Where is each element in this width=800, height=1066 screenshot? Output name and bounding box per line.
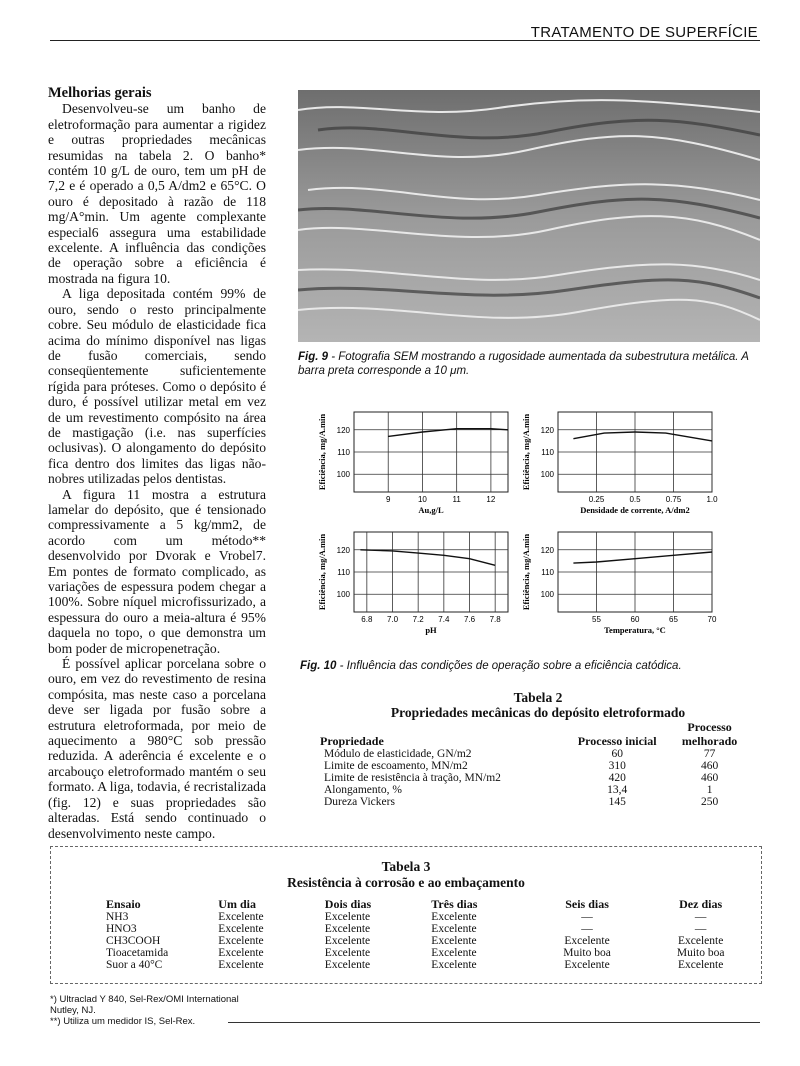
chart-temperature bbox=[520, 524, 720, 640]
table3-header: Ensaio bbox=[106, 897, 141, 911]
table3-cell: Tioacetamida bbox=[106, 947, 169, 959]
x-tick-label: 7.0 bbox=[386, 615, 399, 624]
figure9-caption-text: - Fotografia SEM mostrando a rugosidade aumentada da subestrutura metálica. A barra preta corresponde a 10 μm. bbox=[298, 351, 749, 377]
x-tick-label: 55 bbox=[592, 615, 601, 624]
x-tick-label: 9 bbox=[385, 495, 391, 504]
table3-cell: Excelente bbox=[218, 911, 264, 923]
table3-header: Seis dias bbox=[565, 897, 609, 911]
series-line bbox=[573, 552, 712, 563]
table3-row bbox=[51, 947, 761, 959]
table3-cell: Muito boa bbox=[563, 947, 611, 959]
x-tick-label: 7.4 bbox=[438, 615, 450, 624]
footnote: *) Ultraclad Y 840, Sel-Rex/OMI International bbox=[50, 994, 239, 1005]
y-axis-label: Eficiência, mg/A.min bbox=[521, 533, 531, 611]
section-heading: Melhorias gerais bbox=[48, 85, 152, 101]
table3-row bbox=[51, 911, 761, 923]
x-tick-label: 0.25 bbox=[588, 495, 605, 504]
table3-cell: Excelente bbox=[431, 911, 477, 923]
table3-cell: NH3 bbox=[106, 911, 129, 923]
header-rule bbox=[50, 40, 760, 41]
x-tick-label: 6.8 bbox=[361, 615, 373, 624]
y-tick-label: 120 bbox=[540, 425, 554, 435]
table3 bbox=[50, 846, 762, 984]
table3-cell: Excelente bbox=[431, 935, 477, 947]
table3-cell: — bbox=[581, 923, 593, 935]
paragraph: É possível aplicar porcelana sobre o ouro, em vez do revestimento de resina compósita, mas neste caso a porcelana deve ser ligada por fusão sobre a estrutura eletroformada, por meio de aquecimento a 980°C sob pressão reduzida. A aderência é excelente e o arcabouço eletroformado mantém o seu formato. A liga, todavia, é recristalizada (fig. 12) e suas propriedades são alteradas. Está sendo continuado o desenvolvimento neste campo. bbox=[48, 656, 266, 841]
chart-ph bbox=[316, 524, 516, 640]
y-tick-label: 120 bbox=[336, 545, 350, 555]
y-tick-label: 100 bbox=[336, 590, 350, 600]
table2-cell: 460 bbox=[700, 760, 719, 772]
table3-cell: CH3COOH bbox=[106, 935, 161, 947]
x-axis-label: pH bbox=[425, 625, 437, 635]
table3-cell: Excelente bbox=[431, 923, 477, 935]
table3-cell: Suor a 40°C bbox=[106, 959, 163, 971]
footnote: **) Utiliza um medidor IS, Sel-Rex. bbox=[50, 1016, 196, 1027]
table2-cell: Limite de resistência à tração, MN/m2 bbox=[324, 772, 501, 784]
y-tick-label: 110 bbox=[541, 448, 554, 457]
table3-cell: Excelente bbox=[677, 959, 724, 971]
table2-cell: 460 bbox=[700, 772, 719, 784]
table2-header: Processo inicial bbox=[577, 734, 657, 748]
table2-grid bbox=[318, 720, 758, 808]
table3-cell: Excelente bbox=[324, 911, 371, 923]
table2-row bbox=[318, 796, 758, 808]
y-tick-label: 100 bbox=[336, 470, 350, 480]
figure10-caption-text: - Influência das condições de operação sobre a eficiência catódica. bbox=[336, 660, 682, 672]
y-tick-label: 110 bbox=[541, 568, 554, 577]
figure9-label: Fig. 9 bbox=[298, 351, 329, 363]
table3-cell: Excelente bbox=[218, 959, 264, 971]
table2-row bbox=[318, 760, 758, 772]
figure10-label: Fig. 10 bbox=[300, 660, 337, 672]
table2-cell: Limite de escoamento, MN/m2 bbox=[324, 760, 468, 772]
table3-cell: Excelente bbox=[324, 935, 371, 947]
table2-cell: 420 bbox=[608, 772, 626, 784]
table2-subtitle: Propriedades mecânicas do depósito eletroformado bbox=[390, 705, 686, 720]
table3-cell: Excelente bbox=[218, 947, 264, 959]
paragraph: A figura 11 mostra a estrutura lamelar do depósito, que é tensionado compressivamente a 5 kg/mm2, de acordo com um método** desenvolvido por Dvorak e Vrobel7. Em pontes de formato complicado, as variações de espessura podem chegar a 100%. Sobre níquel microfissurizado, a espessura do ouro a meia-altura é 95% daquela no topo, o que demonstra um bom poder de micropenetração. bbox=[48, 486, 266, 656]
table3-cell: Excelente bbox=[431, 947, 477, 959]
x-tick-label: 60 bbox=[630, 615, 640, 624]
table3-row bbox=[51, 935, 761, 947]
table3-cell: — bbox=[581, 911, 593, 923]
table2-cell: 77 bbox=[703, 748, 716, 760]
y-tick-label: 110 bbox=[337, 568, 350, 577]
table3-cell: Excelente bbox=[324, 923, 371, 935]
table2-cell: 1 bbox=[706, 784, 713, 796]
figure10-caption bbox=[300, 660, 760, 672]
table3-header: Um dia bbox=[218, 897, 256, 911]
sem-photograph bbox=[298, 90, 760, 342]
sem-texture bbox=[298, 90, 760, 342]
table3-cell: HNO3 bbox=[106, 923, 137, 935]
table2 bbox=[318, 690, 758, 808]
chart-current-density bbox=[520, 404, 720, 520]
y-tick-label: 120 bbox=[336, 425, 350, 435]
x-tick-label: 1.0 bbox=[706, 495, 718, 504]
footnote-rule bbox=[228, 1022, 760, 1023]
table3-cell: — bbox=[694, 911, 707, 923]
y-tick-label: 110 bbox=[337, 448, 350, 457]
y-tick-label: 100 bbox=[540, 590, 554, 600]
x-tick-label: 10 bbox=[417, 495, 427, 504]
table2-cell: Alongamento, % bbox=[324, 784, 402, 796]
table2-cell: 60 bbox=[611, 748, 623, 760]
figure9-caption bbox=[298, 351, 758, 378]
table3-cell: Muito boa bbox=[676, 947, 725, 959]
table2-row bbox=[318, 784, 758, 796]
table3-header: Dez dias bbox=[679, 897, 723, 911]
y-tick-label: 100 bbox=[540, 470, 554, 480]
paragraph: Desenvolveu-se um banho de eletroformação para aumentar a rigidez e outras propriedades mecânicas resumidas na tabela 2. O banho* contém 10 g/L de ouro, tem um pH de 7,2 e é operado a 0,5 A/dm2 e 65°C. O ouro é depositado à razão de 118 mg/A°min. Um agente complexante especial6 assegura uma estabilidade excelente. A influência das condições de operação sobre a eficiência é mostrada na figura 10. bbox=[48, 101, 266, 286]
table3-cell: Excelente bbox=[677, 935, 724, 947]
table3-cell: Excelente bbox=[324, 959, 371, 971]
left-column bbox=[48, 86, 266, 841]
footnote: Nutley, NJ. bbox=[50, 1005, 96, 1016]
table3-cell: Excelente bbox=[564, 959, 610, 971]
table3-row bbox=[51, 923, 761, 935]
table3-header: Três dias bbox=[431, 897, 478, 911]
table3-cell: Excelente bbox=[431, 959, 477, 971]
y-axis-label: Eficiência, mg/A.min bbox=[521, 413, 531, 491]
table3-cell: Excelente bbox=[218, 935, 264, 947]
paragraph: A liga depositada contém 99% de ouro, sendo o resto principalmente cobre. Seu módulo de elasticidade fica acima do mínimo disponível nas ligas de fusão comerciais, sendo conseqüentemente suficientemente rígida para próteses. Como o depósito é duro, é possível utilizar metal em vez de um revestimento compósito na área de mastigação (i.e. nas superfícies oclusivas). O alongamento do depósito fica dentro dos limites das ligas não-nobres utilizadas pelos dentistas. bbox=[48, 286, 266, 487]
table3-header: Dois dias bbox=[324, 897, 372, 911]
x-tick-label: 70 bbox=[707, 615, 717, 624]
y-tick-label: 120 bbox=[540, 545, 554, 555]
table2-cell: 250 bbox=[700, 796, 719, 808]
table3-cell: Excelente bbox=[218, 923, 264, 935]
footnotes bbox=[50, 994, 239, 1027]
x-tick-label: 0.5 bbox=[629, 495, 641, 504]
table3-cell: Excelente bbox=[324, 947, 371, 959]
table2-title: Tabela 2 bbox=[513, 690, 563, 705]
x-tick-label: 11 bbox=[452, 495, 461, 504]
running-header: TRATAMENTO DE SUPERFÍCIE bbox=[530, 24, 758, 41]
x-tick-label: 7.6 bbox=[463, 615, 476, 624]
table3-subtitle: Resistência à corrosão e ao embaçamento bbox=[287, 875, 525, 890]
table2-row bbox=[318, 772, 758, 784]
table2-header: Propriedade bbox=[320, 734, 384, 748]
series-line bbox=[360, 550, 495, 566]
table2-cell: Módulo de elasticidade, GN/m2 bbox=[324, 748, 472, 760]
x-tick-label: 0.75 bbox=[665, 495, 682, 504]
x-tick-label: 7.8 bbox=[489, 615, 501, 624]
table2-row bbox=[318, 748, 758, 760]
x-tick-label: 7.2 bbox=[412, 615, 424, 624]
x-tick-label: 12 bbox=[486, 495, 496, 504]
table3-title: Tabela 3 bbox=[381, 859, 431, 874]
table3-grid bbox=[51, 897, 761, 971]
table2-header: Processo melhorado bbox=[681, 720, 738, 748]
table2-cell: 13,4 bbox=[607, 784, 628, 796]
table2-cell: Dureza Vickers bbox=[324, 796, 395, 808]
x-tick-label: 65 bbox=[669, 615, 678, 624]
y-axis-label: Eficiência, mg/A.min bbox=[317, 533, 327, 611]
table2-cell: 310 bbox=[608, 760, 626, 772]
series-line bbox=[573, 432, 712, 441]
table2-cell: 145 bbox=[608, 796, 626, 808]
x-axis-label: Densidade de corrente, A/dm2 bbox=[580, 505, 690, 515]
x-axis-label: Au,g/L bbox=[418, 505, 444, 515]
table3-cell: Excelente bbox=[564, 935, 610, 947]
x-axis-label: Temperatura, °C bbox=[604, 625, 666, 635]
y-axis-label: Eficiência, mg/A.min bbox=[317, 413, 327, 491]
table3-row bbox=[51, 959, 761, 971]
chart-au bbox=[316, 404, 516, 520]
table3-cell: — bbox=[694, 923, 707, 935]
